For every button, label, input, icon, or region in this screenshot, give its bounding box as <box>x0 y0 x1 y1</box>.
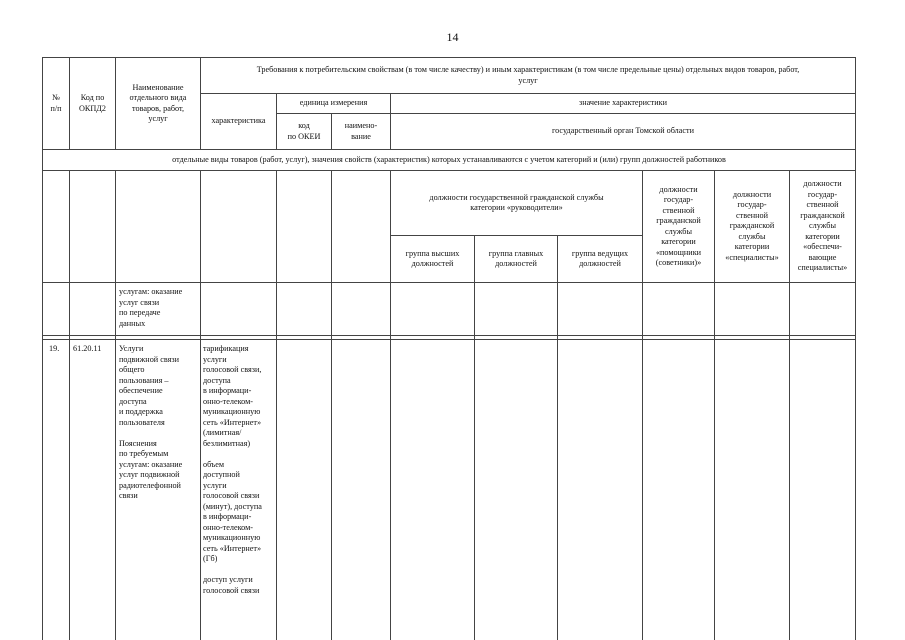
header-unit-name: наимено- вание <box>344 121 378 141</box>
header-characteristic: характеристика <box>211 116 266 126</box>
header-leaders: должности государственной гражданской службы категории «руководители» <box>429 192 604 212</box>
table-rule <box>276 170 277 640</box>
header-requirements: Требования к потребительским свойствам (в том числе качеству) и иным характеристикам (в том числе предельные цены) отдельных видов товаров, работ, услуг <box>256 65 800 85</box>
table-rule <box>42 282 855 283</box>
header-group-leading: группа ведущих должностей <box>571 248 629 268</box>
table-rule <box>42 335 855 336</box>
row19-num: 19. <box>49 344 60 353</box>
table-rule <box>42 339 855 340</box>
header-name: Наименование отдельного вида товаров, работ, услуг <box>129 82 187 123</box>
section-title: отдельные виды товаров (работ, услуг), значения свойств (характеристик) которых устанавливаются с учетом категорий и (или) групп должностей работников <box>172 154 726 164</box>
header-assistants: должности государ- ственной гражданской службы категории «помощники (советники)» <box>655 184 702 267</box>
page-number: 14 <box>446 30 459 44</box>
header-unit: единица измерения <box>299 98 368 108</box>
header-num: № п/п <box>50 93 62 113</box>
table-rule <box>474 235 475 640</box>
header-okei-code: код по ОКЕИ <box>287 121 321 141</box>
header-value: значение характеристики <box>579 98 667 108</box>
row19-characteristic: тарификация услуги голосовой связи, доступа в информаци- онно-телеком- муникационную сеть «Интернет» (лимитная/ безлимитная) объем доступной услуги голосовой связи (минут), доступа в информаци- онно-телеком- муникационную сеть «Интернет» (Гб) доступ услуги голосовой связи <box>203 344 262 595</box>
row19-name: Услуги подвижной связи общего пользования – обеспечение доступа и поддержка пользователя Пояснения по требуемым услугам: оказание услуг подвижной радиотелефонной связи <box>119 344 183 500</box>
continuation-name: услугам: оказание услуг связи по передаче данных <box>119 287 183 328</box>
table-rule <box>115 170 116 640</box>
header-specialists: должности государ- ственной гражданской службы категории «специалисты» <box>725 189 779 262</box>
table-rule <box>557 235 558 640</box>
row19-okpd: 61.20.11 <box>73 344 102 353</box>
table-rule <box>855 57 856 640</box>
header-group-highest: группа высших должностей <box>405 248 460 268</box>
table-rule <box>200 170 201 640</box>
header-okpd: Код по ОКПД2 <box>79 93 106 113</box>
table-rule <box>69 170 70 640</box>
header-group-main: группа главных должностей <box>488 248 544 268</box>
header-gov-body: государственный орган Томской области <box>551 126 694 136</box>
table-rule <box>331 170 332 640</box>
header-support-specialists: должности государ- ственной гражданской службы категории «обеспечи- вающие специалисты» <box>797 179 848 273</box>
